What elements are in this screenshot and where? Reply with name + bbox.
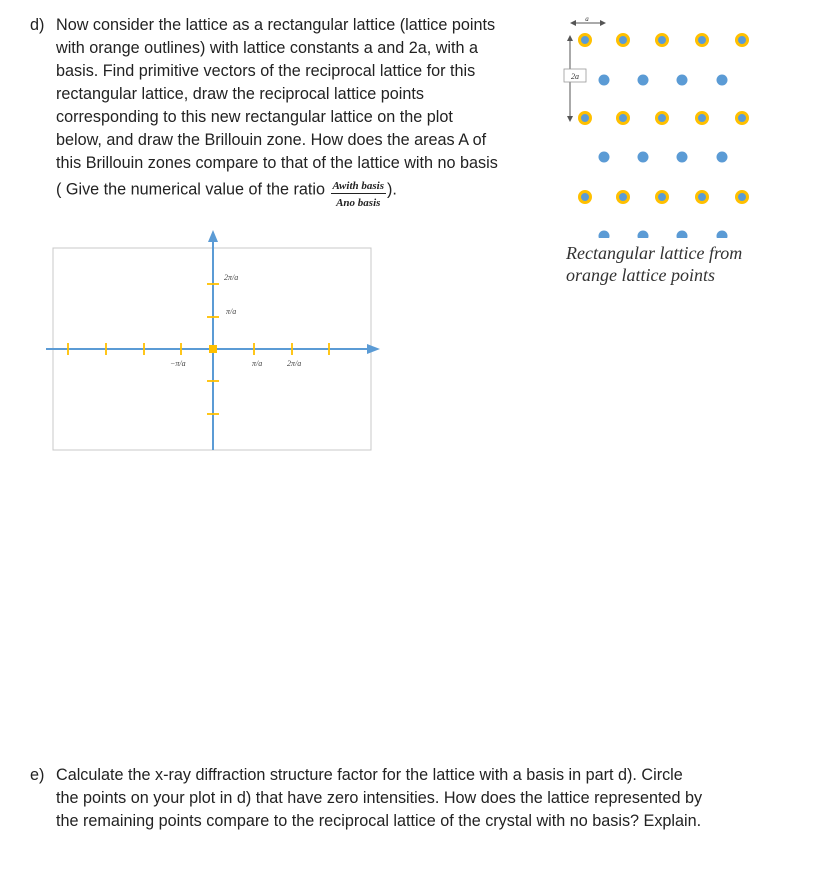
basis-point	[677, 231, 688, 239]
x-label-minus-pi-over-a: −π/a	[170, 359, 186, 368]
question-e-line: Calculate the x-ray diffraction structure factor for the lattice with a basis in part d). Circle	[56, 766, 683, 784]
orange-lattice-point	[618, 192, 629, 203]
question-d-line: Now consider the lattice as a rectangular lattice (lattice points	[56, 16, 496, 34]
caption-line: Rectangular lattice from	[566, 243, 743, 263]
2a-label: 2a	[571, 72, 579, 81]
orange-lattice-point	[580, 35, 591, 46]
a-arrow-right-head	[600, 20, 606, 26]
orange-lattice-point	[618, 35, 629, 46]
x-label-2pi-over-a: 2π/a	[287, 359, 302, 368]
basis-point	[717, 75, 728, 86]
basis-point	[717, 152, 728, 163]
question-e-text	[56, 764, 796, 833]
x-label-pi-over-a: π/a	[252, 359, 263, 368]
orange-lattice-point	[618, 113, 629, 124]
origin-marker	[209, 345, 217, 353]
orange-lattice-point	[697, 113, 708, 124]
question-d-line: below, and draw the Brillouin zone. How does the areas A of	[56, 131, 487, 149]
basis-point	[677, 152, 688, 163]
2a-arrow-top-head	[567, 35, 573, 41]
basis-point	[717, 231, 728, 239]
ratio-numerator: Awith basis	[332, 180, 384, 192]
orange-lattice-point	[737, 192, 748, 203]
basis-point	[638, 75, 649, 86]
basis-point	[599, 231, 610, 239]
reciprocal-lattice-plot[interactable]	[40, 228, 400, 458]
orange-lattice-point	[657, 35, 668, 46]
y-label-pi-over-a: π/a	[226, 307, 237, 316]
2a-arrow-bottom-head	[567, 116, 573, 122]
x-axis-arrow	[367, 344, 380, 354]
orange-lattice-point	[697, 192, 708, 203]
ratio-denominator: Ano basis	[336, 197, 381, 209]
orange-lattice-point	[737, 113, 748, 124]
basis-point	[638, 152, 649, 163]
question-d-text	[56, 14, 556, 209]
question-e-label: e)	[30, 766, 45, 784]
a-arrow-left-head	[570, 20, 576, 26]
question-d-line: rectangular lattice, draw the reciprocal lattice points	[56, 85, 424, 103]
question-d-line: this Brillouin zones compare to that of the lattice with no basis	[56, 154, 498, 172]
question-e-line: the points on your plot in d) that have zero intensities. How does the lattice represented by	[56, 789, 703, 807]
question-d-line: basis. Find primitive vectors of the reciprocal lattice for this	[56, 62, 476, 80]
basis-point	[599, 152, 610, 163]
lattice-caption	[566, 242, 742, 286]
ratio-prefix: ( Give the numerical value of the ratio	[56, 180, 330, 199]
rectangular-lattice-figure	[560, 8, 760, 238]
area-ratio-fraction	[331, 180, 386, 210]
orange-lattice-point	[737, 35, 748, 46]
question-d-label: d)	[30, 16, 45, 34]
caption-line: orange lattice points	[566, 265, 715, 285]
lattice-points	[580, 35, 748, 239]
basis-point	[638, 231, 649, 239]
orange-lattice-point	[657, 192, 668, 203]
orange-lattice-point	[580, 113, 591, 124]
a-label: a	[585, 15, 589, 23]
basis-point	[599, 75, 610, 86]
basis-point	[677, 75, 688, 86]
orange-lattice-point	[580, 192, 591, 203]
question-d-last-line	[56, 175, 556, 209]
orange-lattice-point	[697, 35, 708, 46]
question-e-line: the remaining points compare to the reciprocal lattice of the crystal with no basis? Explain.	[56, 812, 702, 830]
question-d-line: corresponding to this new rectangular lattice on the plot	[56, 108, 453, 126]
question-d-line: with orange outlines) with lattice constants a and 2a, with a	[56, 39, 479, 57]
y-label-2pi-over-a: 2π/a	[224, 273, 239, 282]
ratio-suffix: ).	[387, 180, 397, 199]
orange-lattice-point	[657, 113, 668, 124]
y-axis-arrow	[208, 230, 218, 242]
